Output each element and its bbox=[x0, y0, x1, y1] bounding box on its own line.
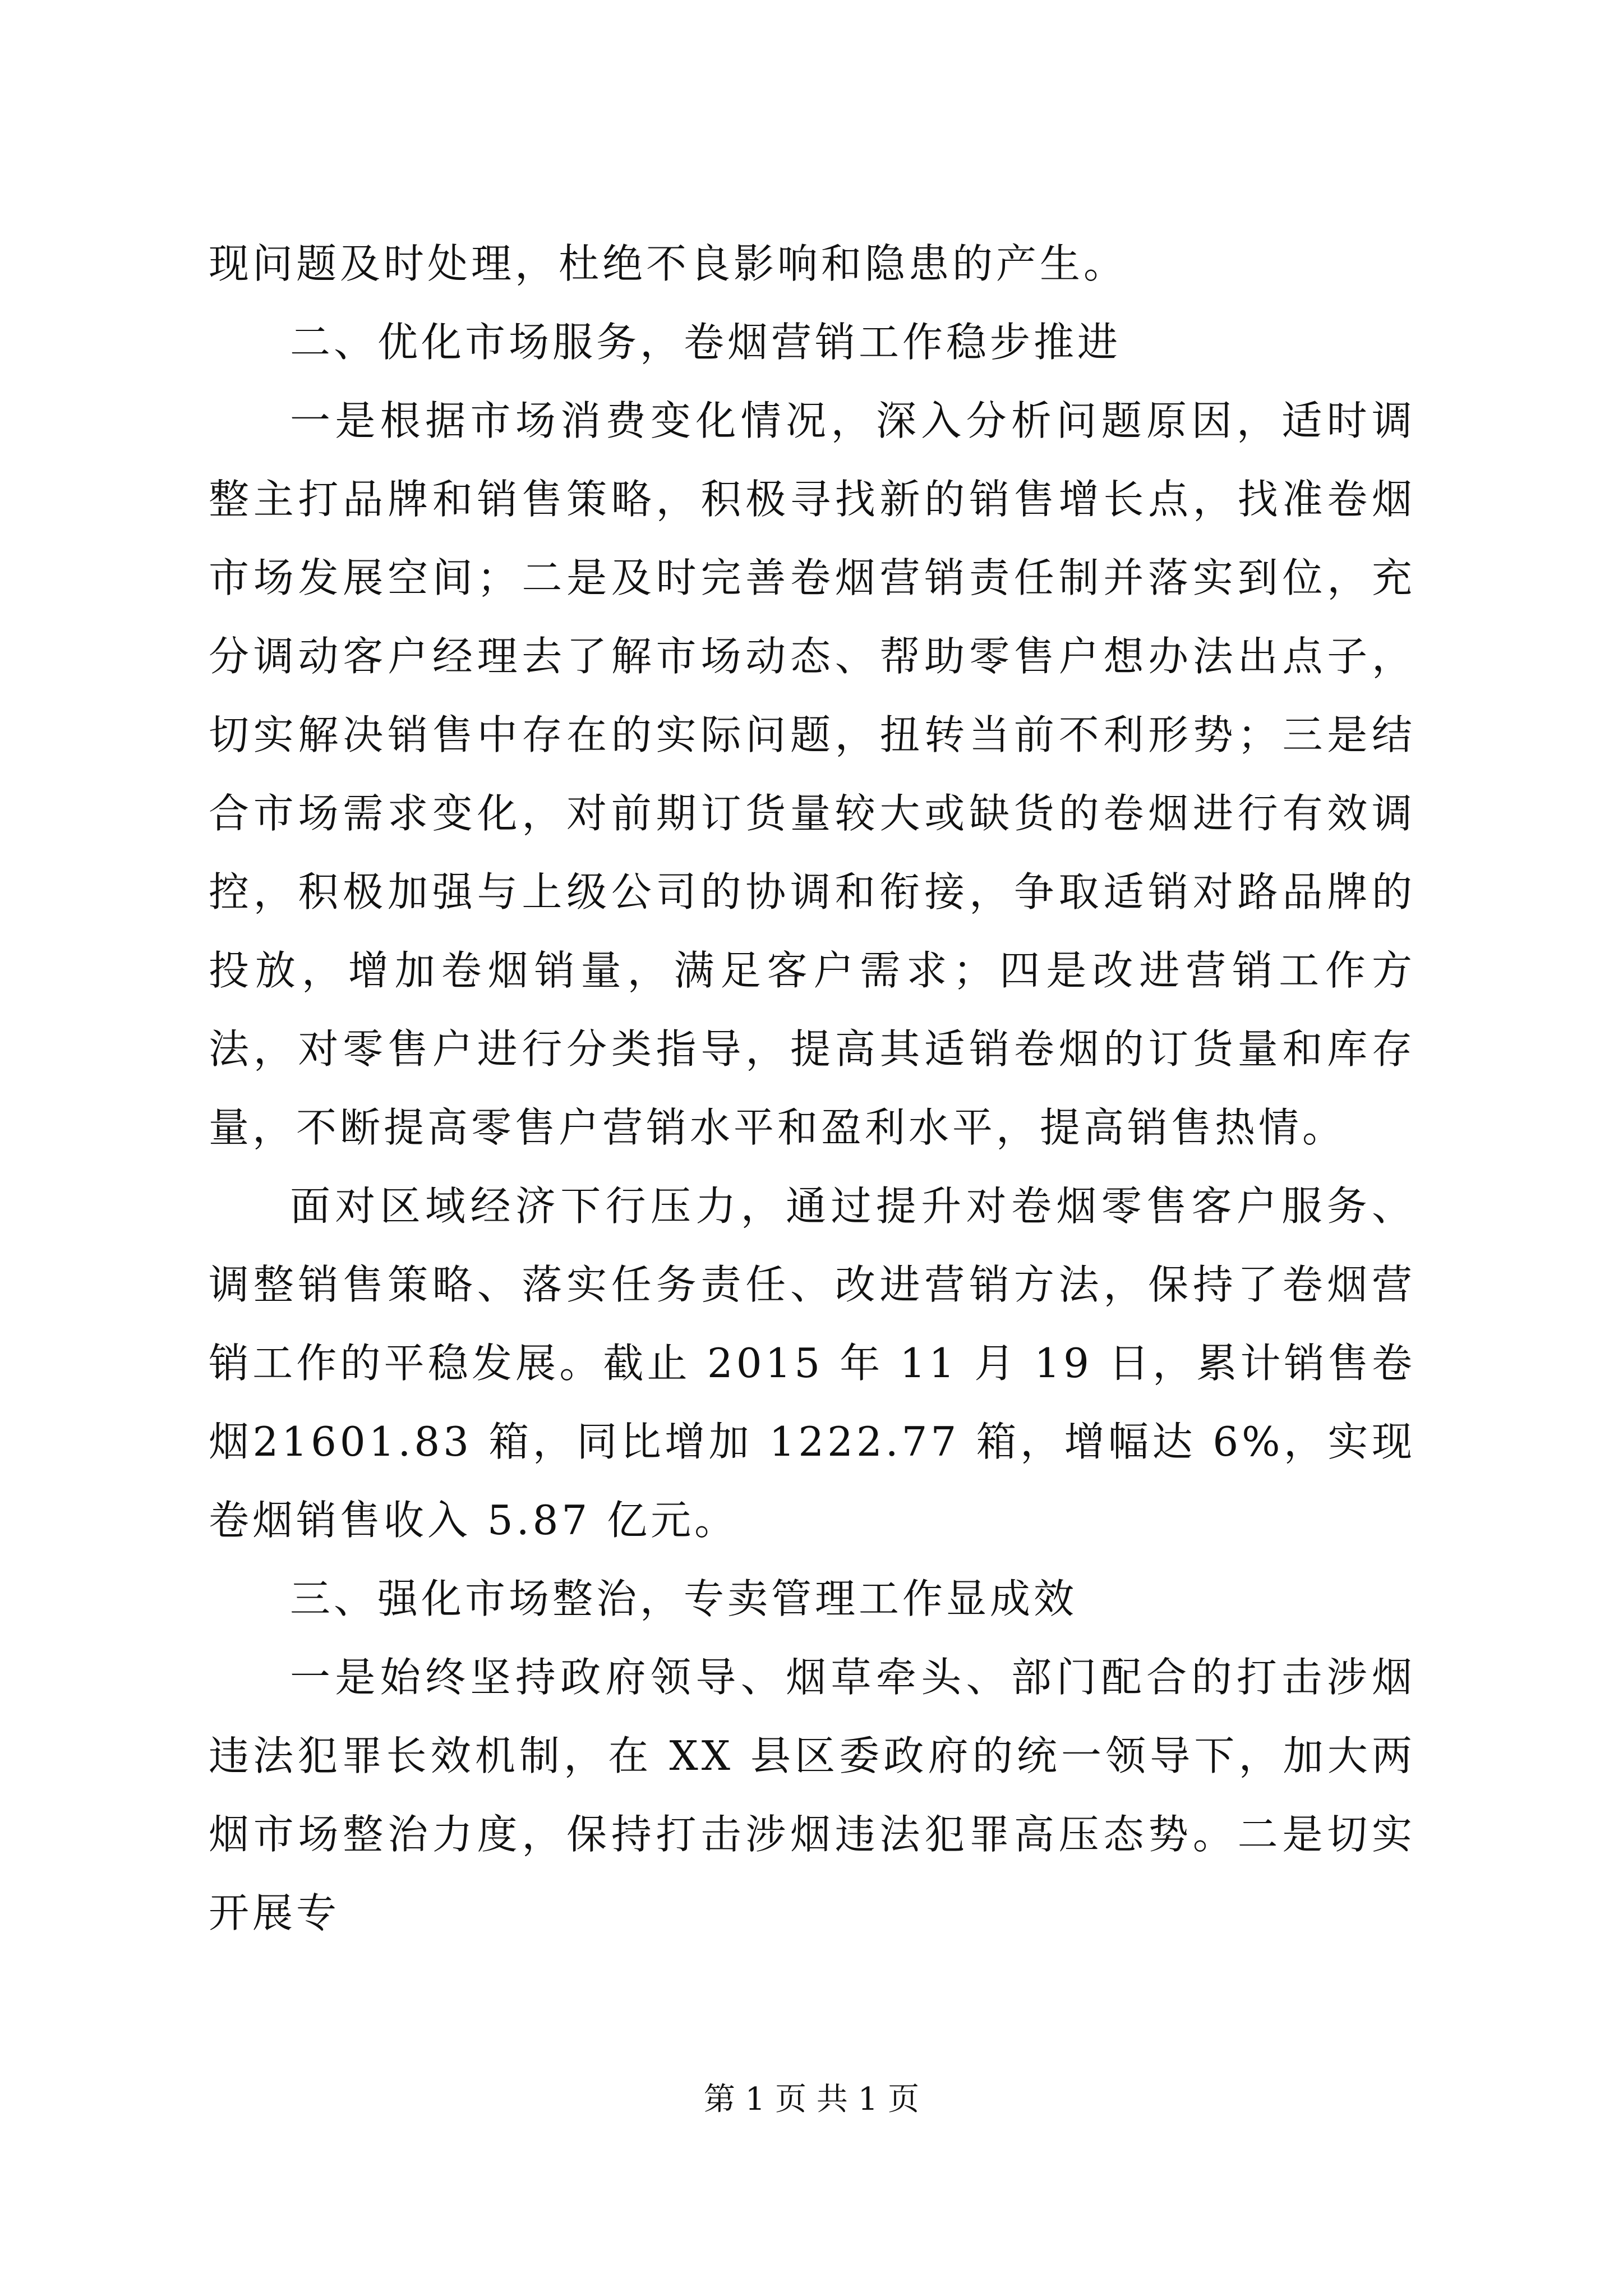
paragraph-continuation: 现问题及时处理，杜绝不良影响和隐患的产生。 bbox=[209, 240, 1128, 287]
document-body bbox=[209, 224, 1415, 1952]
section-heading-3: 三、强化市场整治，专卖管理工作显成效 bbox=[290, 1575, 1078, 1622]
section-heading-2: 二、优化市场服务，卷烟营销工作稳步推进 bbox=[290, 319, 1122, 366]
page-footer: 第 1 页 共 1 页 bbox=[703, 2081, 920, 2118]
paragraph-market-regulation: 一是始终坚持政府领导、烟草牵头、部门配合的打击涉烟违法犯罪长效机制，在 XX 县区委政府的统一领导下，加大两烟市场整治力度，保持打击涉烟违法犯罪高压态势。二是切实开展专 bbox=[209, 1654, 1415, 1936]
paragraph-sales-results: 面对区域经济下行压力，通过提升对卷烟零售客户服务、调整销售策略、落实任务责任、改进营销方法，保持了卷烟营销工作的平稳发展。截止 2015 年 11 月 19 日，累计销售卷烟21601.83 箱，同比增加 1222.77 箱，增幅达 6%，实现卷烟销售收入 5.87 亿元。 bbox=[209, 1182, 1415, 1544]
paragraph-marketing-measures: 一是根据市场消费变化情况，深入分析问题原因，适时调整主打品牌和销售策略，积极寻找新的销售增长点，找准卷烟市场发展空间；二是及时完善卷烟营销责任制并落实到位，充分调动客户经理去了解市场动态、帮助零售户想办法出点子，切实解决销售中存在的实际问题，扭转当前不利形势；三是结合市场需求变化，对前期订货量较大或缺货的卷烟进行有效调控，积极加强与上级公司的协调和衔接，争取适销对路品牌的投放，增加卷烟销量，满足客户需求；四是改进营销工作方法，对零售户进行分类指导，提高其适销卷烟的订货量和库存量，不断提高零售户营销水平和盈利水平，提高销售热情。 bbox=[209, 397, 1415, 1151]
